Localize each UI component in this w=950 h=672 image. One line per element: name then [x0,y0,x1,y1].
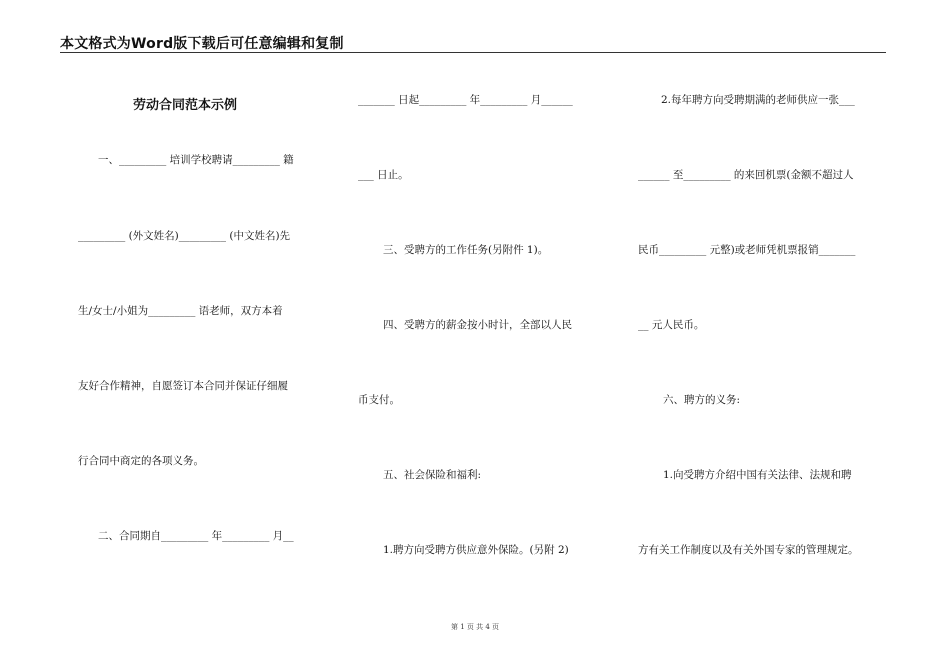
paragraph-line: ___ 日止。 [358,169,409,181]
banner-divider [60,52,886,53]
paragraph-line: 1.聘方向受聘方供应意外保险。(另附 2) [383,544,569,556]
paragraph-line: 2.每年聘方向受聘期满的老师供应一张___ [661,94,855,106]
paragraph-line: 行合同中商定的各项义务。 [78,455,204,467]
paragraph-line: 生/女士/小姐为_________ 语老师，双方本着 [78,305,283,317]
paragraph-line: 民币_________ 元整)或老师凭机票报销_______ [638,244,856,256]
paragraph-line: 1.向受聘方介绍中国有关法律、法规和聘 [663,469,852,481]
paragraph-line: 方有关工作制度以及有关外国专家的管理规定。 [638,544,859,556]
document-title: 劳动合同范本示例 [133,98,238,113]
paragraph-line: 一、_________ 培训学校聘请_________ 籍 [98,154,294,166]
download-banner: 本文格式为Word版下载后可任意编辑和复制 [60,36,344,52]
page-number: 第 1 页 共 4 页 [450,623,500,631]
paragraph-line: _______ 日起_________ 年_________ 月______ [358,94,573,106]
paragraph-line: _________ (外文姓名)_________ (中文姓名)先 [78,230,291,242]
paragraph-line: 五、社会保险和福利: [383,469,482,481]
paragraph-line: __ 元人民币。 [638,319,705,331]
paragraph-line: ______ 至_________ 的来回机票(金额不超过人 [638,169,854,181]
paragraph-line: 四、受聘方的薪金按小时计，全部以人民 [383,319,572,331]
paragraph-line: 二、合同期自_________ 年_________ 月__ [98,530,294,542]
paragraph-line: 币支付。 [358,394,400,406]
paragraph-line: 六、聘方的义务: [663,394,741,406]
paragraph-line: 三、受聘方的工作任务(另附件 1)。 [383,244,549,256]
paragraph-line: 友好合作精神，自愿签订本合同并保证仔细履 [78,380,288,392]
